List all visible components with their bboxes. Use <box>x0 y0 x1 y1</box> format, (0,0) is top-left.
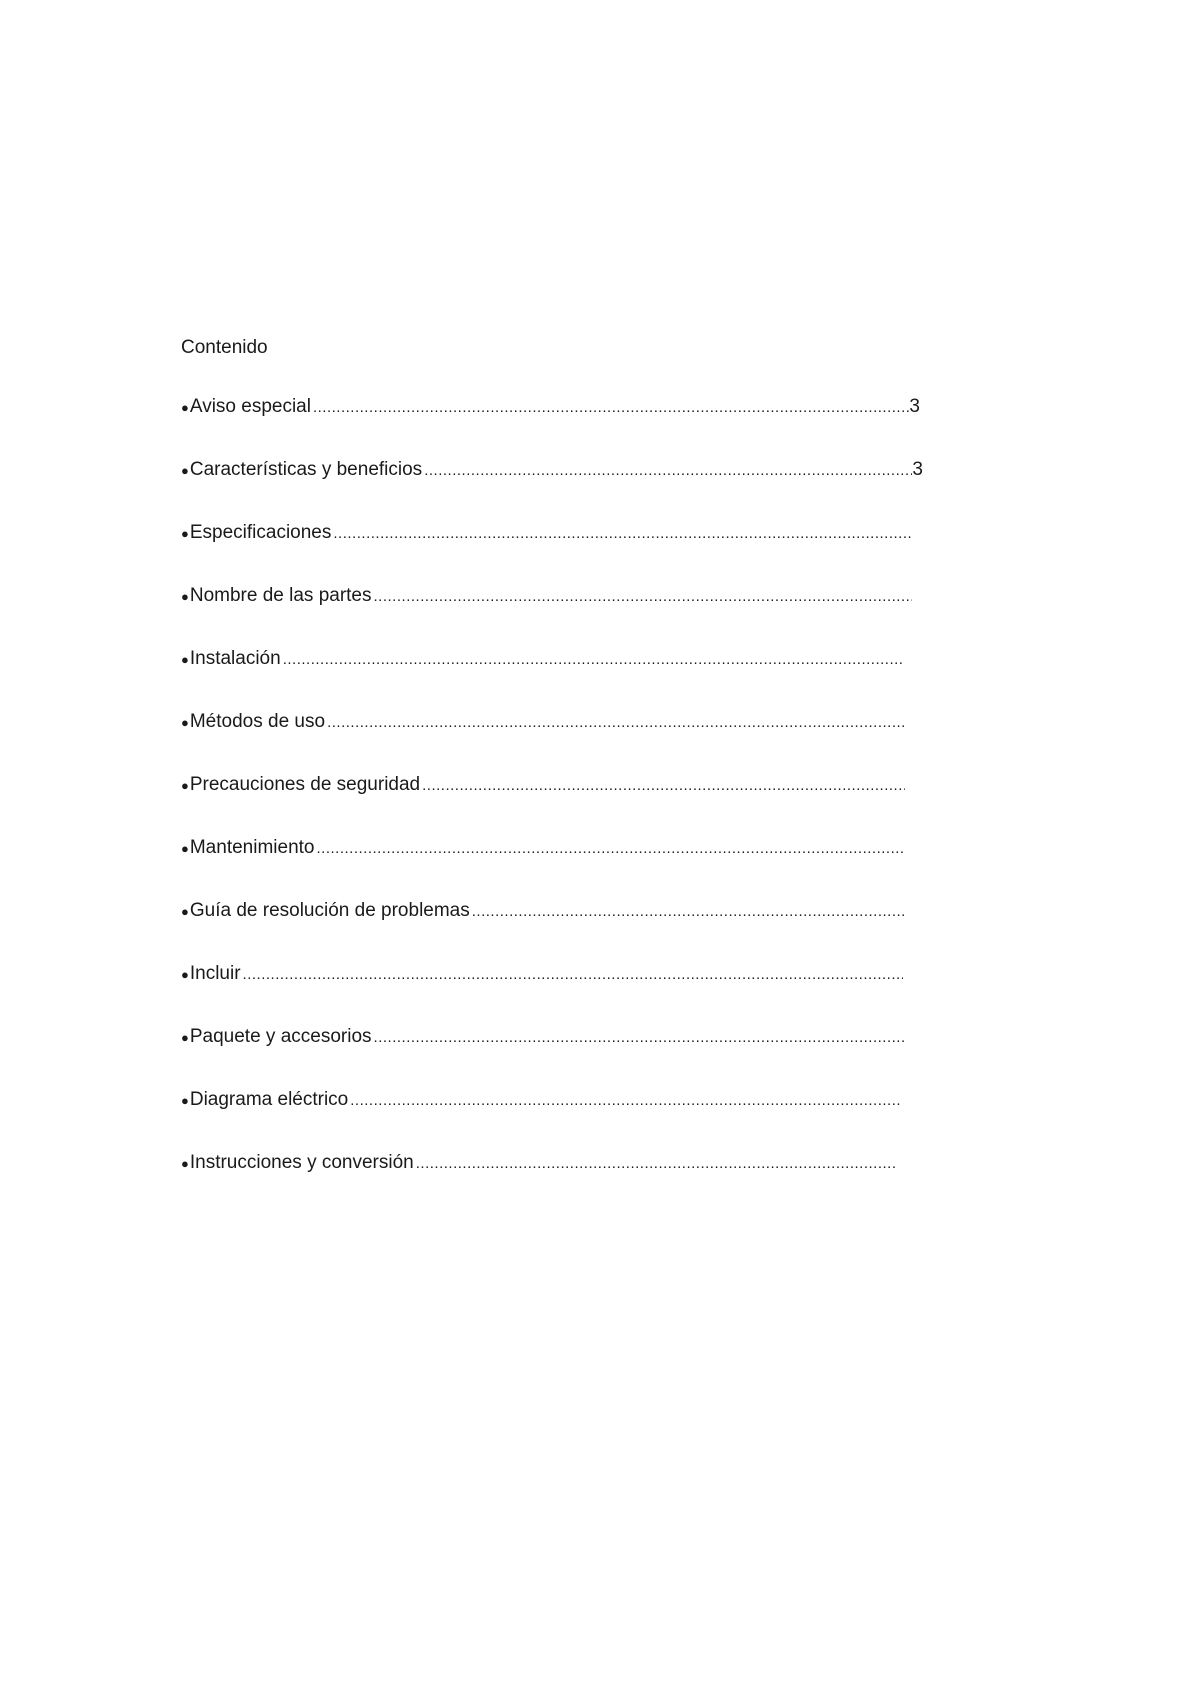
bullet-icon: ● <box>181 463 189 478</box>
dot-leader <box>374 585 912 608</box>
toc-item-label: Características y beneficios <box>189 459 423 480</box>
dot-leader <box>350 1089 900 1112</box>
dot-leader <box>316 837 904 860</box>
toc-item-diagrama <box>181 1088 900 1112</box>
bullet-icon: ● <box>181 400 189 415</box>
bullet-icon: ● <box>181 778 189 793</box>
dot-leader <box>416 1152 896 1175</box>
toc-item-label: Instalación <box>189 648 281 669</box>
bullet-icon: ● <box>181 1093 189 1108</box>
bullet-icon: ● <box>181 526 189 541</box>
toc-title: Contenido <box>181 337 268 358</box>
dot-leader <box>243 963 903 986</box>
toc-item-paquete <box>181 1025 904 1049</box>
bullet-icon: ● <box>181 1156 189 1171</box>
dot-leader <box>313 396 909 419</box>
toc-item-nombre-partes <box>181 584 912 608</box>
bullet-icon: ● <box>181 841 189 856</box>
dot-leader <box>333 522 911 545</box>
toc-item-especificaciones <box>181 521 911 545</box>
toc-item-label: Guía de resolución de problemas <box>189 900 470 921</box>
bullet-icon: ● <box>181 589 189 604</box>
toc-item-label: Precauciones de seguridad <box>189 774 421 795</box>
toc-item-incluir <box>181 962 903 986</box>
toc-list <box>181 395 923 1214</box>
toc-item-instalacion <box>181 647 904 671</box>
bullet-icon: ● <box>181 967 189 982</box>
toc-item-aviso-especial <box>181 395 920 419</box>
toc-item-label: Mantenimiento <box>189 837 315 858</box>
toc-item-page: 3 <box>912 459 923 480</box>
dot-leader <box>374 1026 904 1049</box>
toc-item-label: Métodos de uso <box>189 711 326 732</box>
dot-leader <box>283 648 904 671</box>
dot-leader <box>472 900 905 923</box>
bullet-icon: ● <box>181 652 189 667</box>
toc-item-label: Instrucciones y conversión <box>189 1152 414 1173</box>
toc-item-label: Incluir <box>189 963 241 984</box>
toc-item-label: Aviso especial <box>189 396 311 417</box>
toc-item-precauciones <box>181 773 905 797</box>
dot-leader <box>424 459 912 482</box>
dot-leader <box>422 774 905 797</box>
toc-item-page: 3 <box>909 396 920 417</box>
toc-item-caracteristicas <box>181 458 923 482</box>
toc-item-label: Paquete y accesorios <box>189 1026 372 1047</box>
bullet-icon: ● <box>181 715 189 730</box>
toc-item-guia-problemas <box>181 899 905 923</box>
bullet-icon: ● <box>181 904 189 919</box>
bullet-icon: ● <box>181 1030 189 1045</box>
toc-item-instrucciones <box>181 1151 896 1175</box>
dot-leader <box>327 711 905 734</box>
toc-item-mantenimiento <box>181 836 904 860</box>
toc-item-label: Diagrama eléctrico <box>189 1089 349 1110</box>
toc-item-metodos-uso <box>181 710 905 734</box>
toc-item-label: Especificaciones <box>189 522 332 543</box>
toc-item-label: Nombre de las partes <box>189 585 372 606</box>
